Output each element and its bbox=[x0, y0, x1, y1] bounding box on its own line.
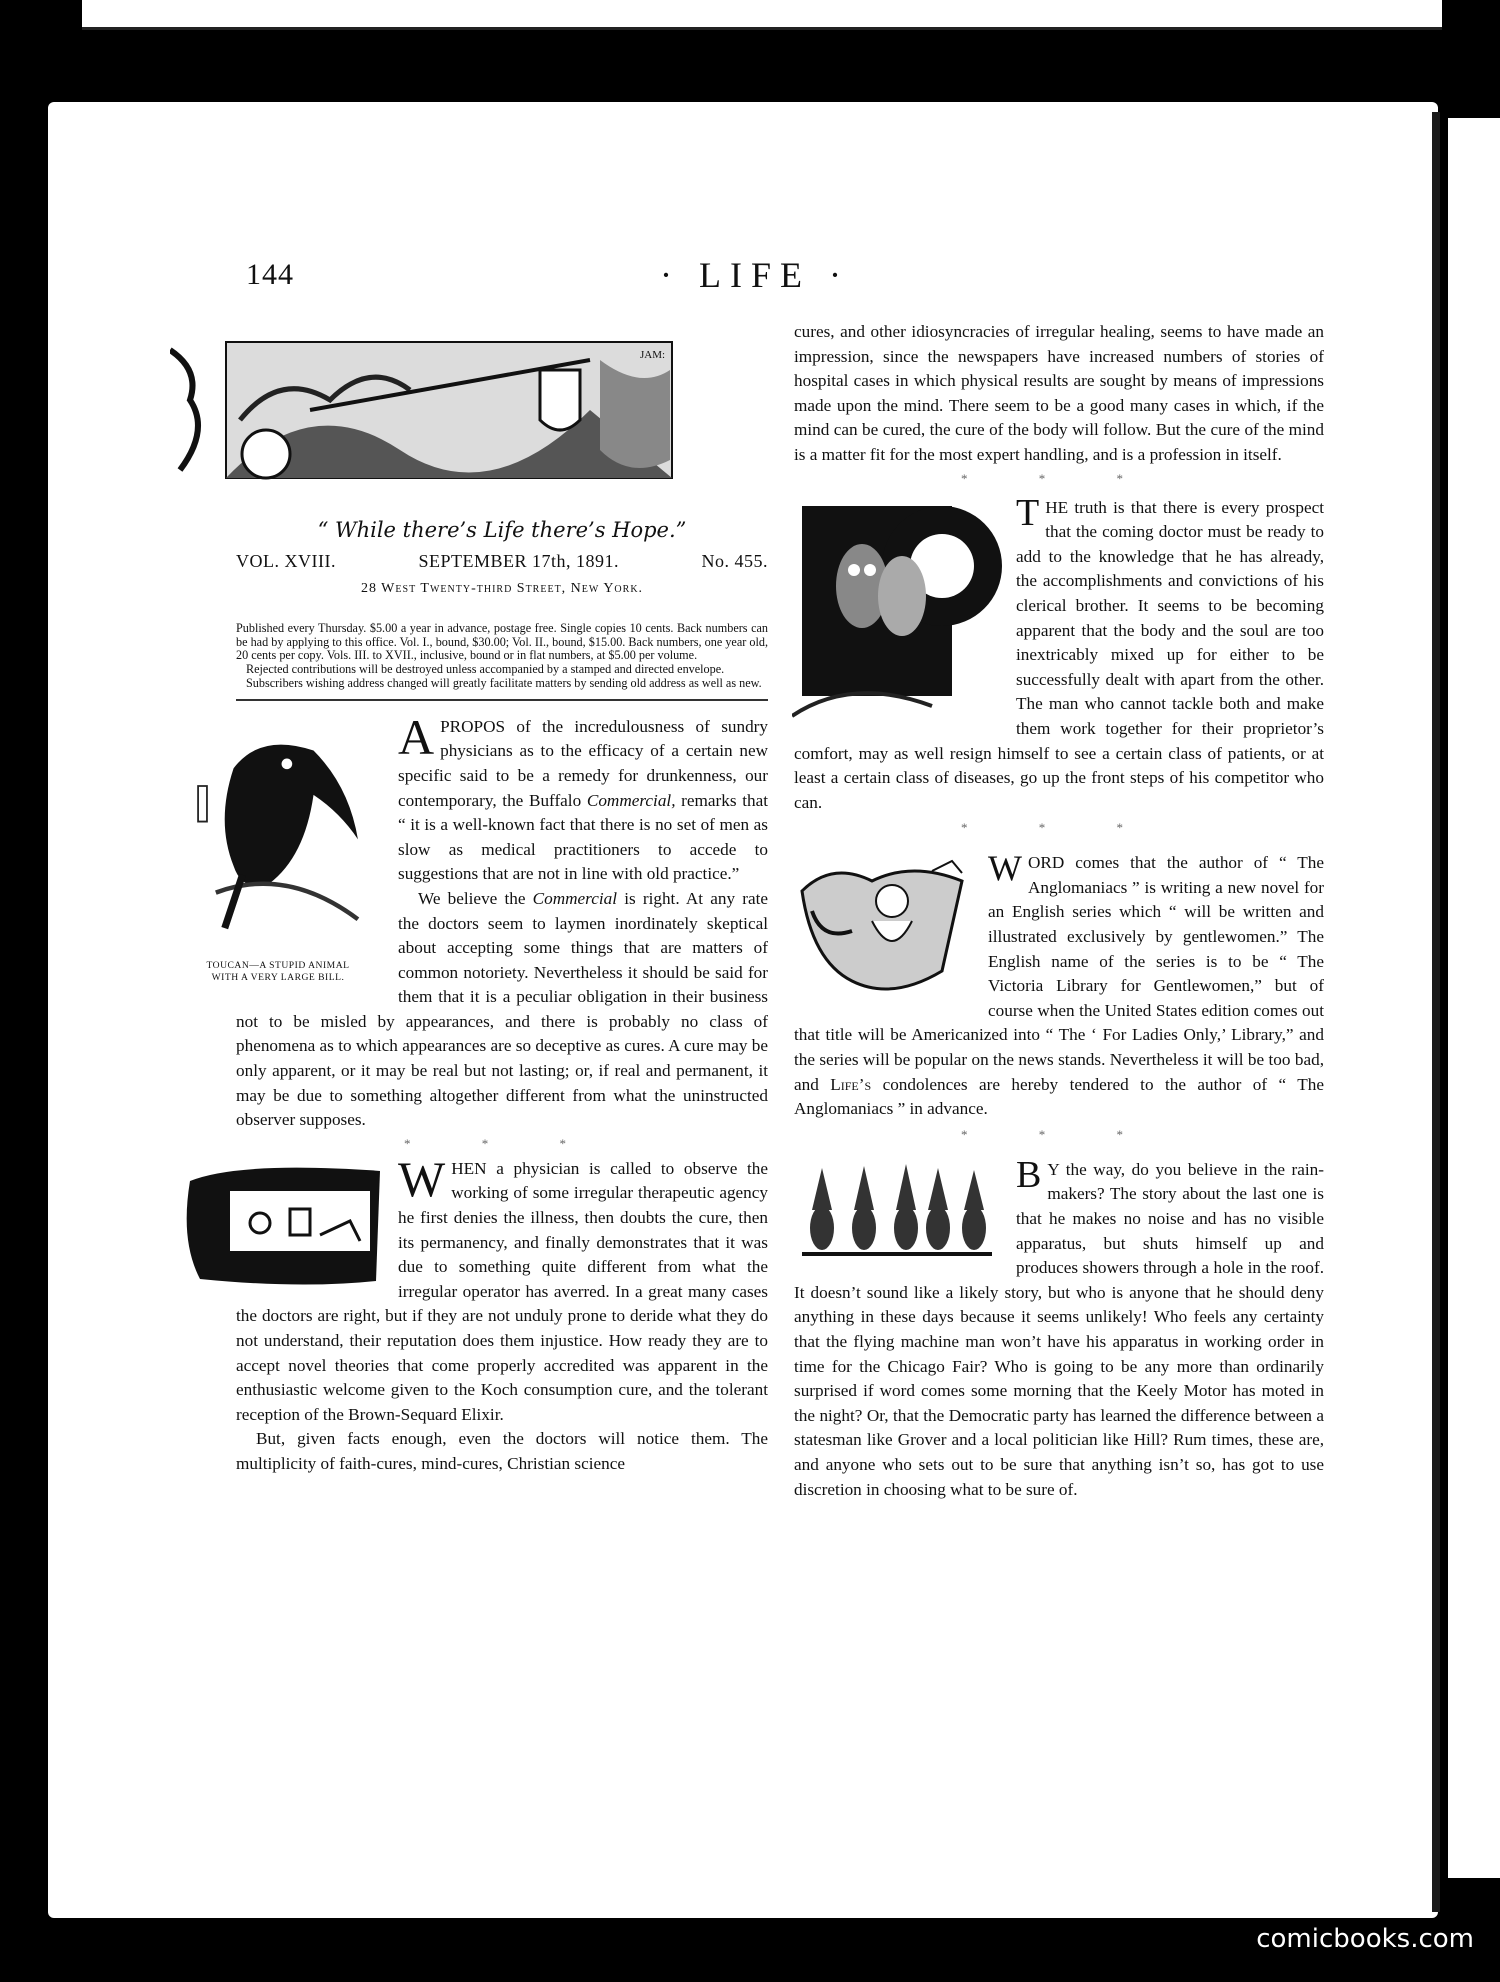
issue-number: No. 455. bbox=[701, 550, 768, 571]
page-spine bbox=[1432, 112, 1440, 1912]
dropcap-a: A bbox=[398, 708, 435, 765]
banner-signature: JAM: bbox=[640, 349, 666, 361]
toucan-caption-line1: TOUCAN—A STUPID ANIMAL bbox=[206, 960, 350, 972]
volume-number: VOL. XVIII. bbox=[236, 550, 336, 571]
article-truth bbox=[794, 491, 1324, 816]
toucan-caption-line2: WITH A VERY LARGE BILL. bbox=[211, 972, 345, 984]
life-name: Life’s bbox=[830, 1074, 872, 1094]
apropos-para2-end: is right. At any rate the doctors seem to laymen inordinately skeptical about accepting some things that are matters of common notoriety. Nevertheless it should be said for them that it is a peculiar obligation in their business not to be misled by appearances, and there is probably no class of phenomena as to which appearances are so deceptive as cures. A cure may be only apparent, or it may be real but not lasting; or, if real and permanent, it may be due to something altogether different from what the uninstructed observer supposes. bbox=[236, 888, 768, 1130]
section-separator: * * * bbox=[961, 1126, 1157, 1142]
when-physician-para2: But, given facts enough, even the doctors will notice them. The multiplicity of faith-cures, mind-cures, Christian science bbox=[236, 1429, 768, 1473]
cherub-letter-w-illustration bbox=[792, 851, 976, 1001]
left-column bbox=[206, 330, 768, 1477]
toucan-image bbox=[168, 715, 388, 953]
apropos-lead-end: remarks that “ it is a well-known fact that there is no set of men as slow as medical practitioners to accede to suggestions that are not in line with old practice.” bbox=[398, 790, 768, 884]
when-physician-continued: cures, and other idiosyncracies of irregular healing, seems to have made an impression, since the newspapers have increased numbers of stories of hospital cases in which physical results are sought by means of impressions made upon the mind. There seem to be a good many cases in which, if the mind can be cured, the cure of the body will follow. But the cure of the mind is a matter fit for the most expert handling, and is a profession in itself. bbox=[794, 322, 1324, 464]
dropcap-w: W bbox=[398, 1150, 446, 1207]
article-anglomaniacs bbox=[794, 848, 1324, 1122]
rain-makers-text: Y the way, do you believe in the rain-makers? The story about the last one is that he makes no noise and has no visible apparatus, but shuts himself up and produces showers through a hole in the roof. It doesn’t sound like a likely story, but who is anyone that he should deny anything in these days because it seems unlikely! Who feels any certainty that the flying machine man won’t have his apparatus in working order in time for the Chicago Fair? Who is going to be any more than ordinarily surprised if word comes some morning that the Keely Motor has moted in the night? Or, that the Democratic party has learned the difference between a statesman like Grover and a local politician like Hill? Rum times, these are, and anyone who sets out to be sure that anything isn’t so, has got to use discretion in choosing what to be sure of. bbox=[794, 1159, 1324, 1499]
knight-banner-image bbox=[170, 330, 690, 490]
article-when-physician bbox=[236, 1150, 768, 1477]
gnome-owls-illustration bbox=[792, 1158, 1004, 1274]
truth-text: HE truth is that there is every prospect that the coming doctor must be ready to add to the knowledge that he has already, the accomplishments and convictions of his clerical brother. It seems to be becoming apparent that the body and the soul are too inextricably mixed up for either to be successfully dealt with apart from the other. The man who cannot tackle both and make them work together for their proprietor’s comfort, may as well resign himself to see a certain class of patients, or at least a certain class of diseases, go up the front steps of his competitor who can. bbox=[794, 497, 1324, 812]
apropos-lead: PROPOS of the incredulousness of sundry physicians as to the efficacy of a certain new specific said to be a remedy for drunkenness, our contemporary, the Buffalo bbox=[398, 716, 768, 810]
gnome-owls-image bbox=[792, 1158, 1004, 1274]
page-number: 144 bbox=[246, 258, 294, 291]
notice-address-change: Subscribers wishing address changed will greatly facilitate matters by sending old address as well as new. bbox=[246, 675, 762, 690]
section-separator: * * * bbox=[404, 1135, 600, 1151]
magazine-motto: “ While there’s Life there’s Hope.” bbox=[317, 518, 687, 542]
issue-date: SEPTEMBER 17th, 1891. bbox=[418, 550, 619, 571]
article-rain-makers bbox=[794, 1153, 1324, 1502]
next-page-edge bbox=[1448, 118, 1500, 1878]
right-column bbox=[794, 320, 1324, 1502]
apropos-italic: Commercial, bbox=[586, 790, 676, 810]
toucan-illustration bbox=[168, 715, 388, 983]
apropos-para2-italic: Commercial bbox=[532, 888, 618, 908]
anglomaniacs-text-end: condolences are hereby tendered to the author of “ The Anglomaniacs ” in advance. bbox=[794, 1074, 1324, 1119]
dropcap-b: B bbox=[1016, 1153, 1042, 1196]
article-apropos bbox=[206, 708, 768, 1133]
dropcap-w2: W bbox=[988, 848, 1022, 889]
notice-contributions: Rejected contributions will be destroyed unless accompanied by a stamped and directed envelope. bbox=[246, 662, 725, 677]
volume-line bbox=[236, 549, 768, 574]
owls-image bbox=[792, 496, 1004, 728]
dropcap-t: T bbox=[1016, 491, 1040, 534]
owls-letter-p-illustration bbox=[792, 496, 1004, 728]
site-watermark: comicbooks.com bbox=[1256, 1924, 1474, 1954]
office-address: 28 West Twenty-third Street, New York. bbox=[360, 581, 644, 597]
banner-illustration bbox=[170, 330, 690, 490]
hieroglyph-illustration bbox=[180, 1161, 386, 1289]
section-separator: * * * bbox=[961, 820, 1157, 836]
cherub-image bbox=[792, 851, 976, 1001]
publication-notice bbox=[236, 622, 768, 701]
anglomaniacs-text: ORD comes that the author of “ The Anglomaniacs ” is writing a new novel for an English series which “ will be written and illustrated exclusively by gentlewomen.” The English name of the series is to be “ The Victoria Library for Gentlewomen,” but of course when the United States edition comes out that title will be Americanized into “ The ‘ For Ladies Only,’ Library,” and the series will be popular on the news stands. Nevertheless it will be too bad, and bbox=[794, 853, 1324, 1094]
when-physician-text: HEN a physician is called to observe the working of some irregular therapeutic agency he first denies the illness, then doubts the cure, then its permanency, and finally demonstrates that it was due to something quite different from what the irregular operator has averred. In a great many cases the doctors are right, but if they are not unduly prone to deride what they do not understand, their reputation does them injustice. How ready they are to accept novel theories that come properly accredited was apparent in the enthusiastic welcome given to the Koch consumption cure, and the tolerant reception of the Brown-Sequard Elixir. bbox=[236, 1158, 768, 1424]
previous-page-edge bbox=[82, 0, 1442, 30]
section-separator: * * * bbox=[961, 470, 1157, 486]
notice-subscription: Published every Thursday. $5.00 a year in advance, postage free. Single copies 10 cents. Back numbers can be had by applying to this office. Vol. I., bound, $30.00; Vol. II., bound, $15.00. Back numbers, one year old, 20 cents per copy. Vols. III. to XVII., inclusive, bound or in flat numbers, at $5.00 per volume. bbox=[236, 620, 768, 663]
masthead-title: · LIFE · bbox=[660, 255, 850, 295]
hieroglyph-image bbox=[180, 1161, 386, 1289]
apropos-para2-start: We believe the bbox=[418, 888, 533, 908]
